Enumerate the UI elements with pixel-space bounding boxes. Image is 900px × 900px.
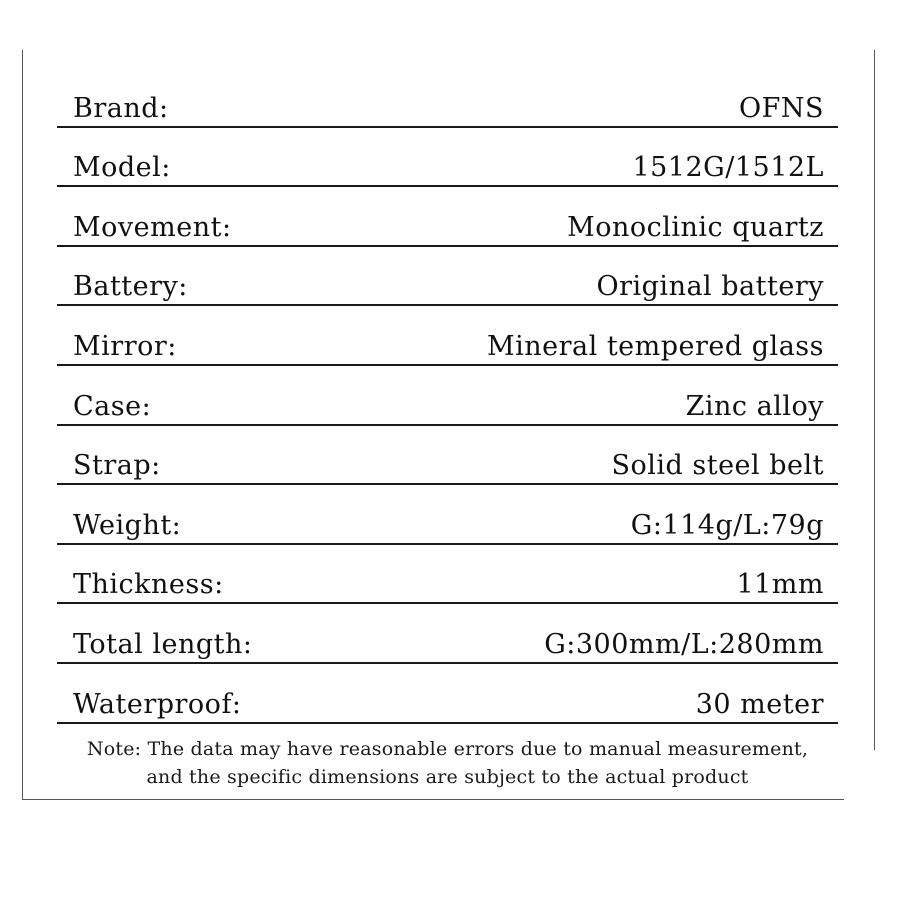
spec-value-mirror: Mineral tempered glass: [486, 330, 824, 362]
spec-value-thickness: 11mm: [736, 569, 824, 601]
note-line-2: and the specific dimensions are subject to the actual product: [146, 766, 749, 788]
spec-label-strap: Strap:: [73, 450, 161, 482]
spec-row-waterproof: [57, 664, 838, 724]
frame-left-border: [22, 50, 23, 800]
spec-table: [57, 68, 838, 724]
measurement-note: [57, 735, 838, 791]
spec-value-case: Zinc alloy: [685, 390, 824, 422]
spec-value-strap: Solid steel belt: [611, 450, 824, 482]
spec-row-battery: [57, 247, 838, 307]
spec-value-brand: OFNS: [739, 92, 824, 124]
spec-row-thickness: [57, 545, 838, 605]
spec-row-total-length: [57, 604, 838, 664]
spec-label-waterproof: Waterproof:: [73, 688, 242, 720]
spec-row-mirror: [57, 306, 838, 366]
spec-value-total-length: G:300mm/L:280mm: [544, 628, 824, 660]
frame-bottom-border: [22, 799, 844, 800]
spec-row-model: [57, 128, 838, 188]
spec-row-case: [57, 366, 838, 426]
spec-label-brand: Brand:: [73, 92, 169, 124]
spec-value-waterproof: 30 meter: [695, 688, 824, 720]
spec-label-mirror: Mirror:: [73, 330, 177, 362]
spec-row-strap: [57, 426, 838, 486]
spec-label-case: Case:: [73, 390, 152, 422]
spec-value-battery: Original battery: [596, 271, 824, 303]
note-line-1: Note: The data may have reasonable errors due to manual measurement,: [86, 738, 809, 760]
spec-row-brand: [57, 68, 838, 128]
spec-row-weight: [57, 485, 838, 545]
spec-value-movement: Monoclinic quartz: [567, 211, 824, 243]
spec-label-model: Model:: [73, 152, 171, 184]
spec-value-model: 1512G/1512L: [632, 152, 824, 184]
spec-label-thickness: Thickness:: [73, 569, 224, 601]
spec-label-movement: Movement:: [73, 211, 232, 243]
frame-right-border: [874, 50, 875, 750]
spec-row-movement: [57, 187, 838, 247]
spec-label-battery: Battery:: [73, 271, 188, 303]
spec-label-total-length: Total length:: [73, 628, 253, 660]
spec-label-weight: Weight:: [73, 509, 182, 541]
spec-value-weight: G:114g/L:79g: [630, 509, 824, 541]
